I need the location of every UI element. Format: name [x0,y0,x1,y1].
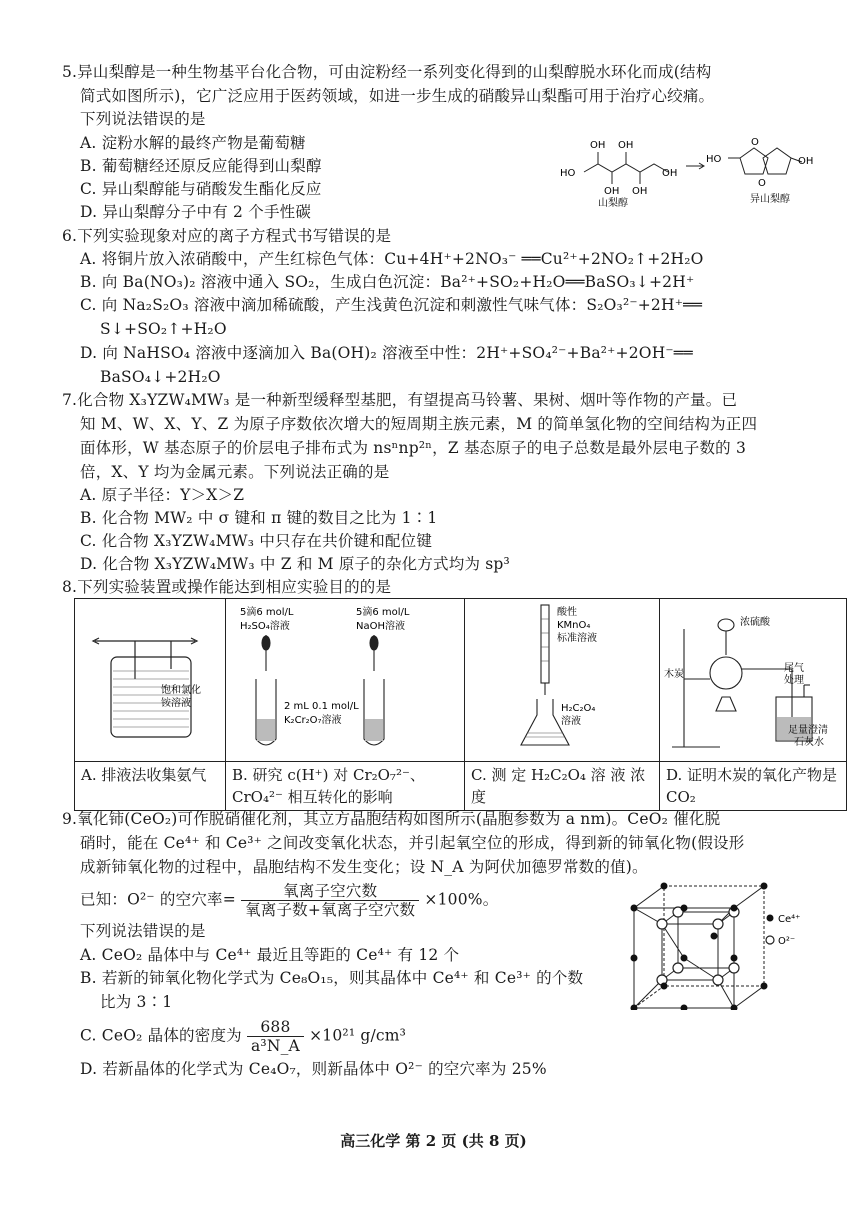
q8-fig-d-lime1: 足量澄清 [788,725,828,736]
q7-option-a: A. 原子半径：Y＞X＞Z [80,486,245,504]
q9-legend-o-marker [766,936,774,944]
q9-known-denominator: 氧离子数+氧离子空穴数 [245,901,416,919]
q8-fig-a-gas-bottle [75,599,225,757]
q9-option-c-suffix: ×10²¹ g/cm³ [309,1026,407,1045]
q8-fig-a-label2: 铵溶液 [161,698,191,709]
q7-option-b: B. 化合物 MW₂ 中 σ 键和 π 键的数目之比为 1∶1 [80,509,438,527]
q8-fig-d-apparatus [660,599,846,757]
q8-fig-b-naoh-2: NaOH溶液 [356,621,405,632]
q6-option-d-line2: BaSO₄↓+2H₂O [100,368,221,386]
q5-fig-sorbitol-label: 山梨醇 [598,198,628,208]
q5-stem-line2: 简式如图所示)，它广泛应用于医药领域，如进一步生成的硝酸异山梨酯可用于治疗心绞痛。 [80,87,715,105]
q6-option-a: A. 将铜片放入浓硝酸中，产生红棕色气体：Cu+4H⁺+2NO₃⁻ ══Cu²⁺+2NO₂↑+2H₂O [80,250,704,268]
page-footer: 高三化学 第 2 页 (共 8 页) [340,1132,527,1150]
q5-fig-oh5: OH [662,168,678,179]
q8-apparatus-table [74,598,847,811]
q9-stem-line3: 成新铈氧化物的过程中，晶胞结构不发生变化；设 N_A 为阿伏加德罗常数的值)。 [80,858,648,876]
q9-option-b-line2: 比为 3∶1 [100,993,173,1011]
q5-structure-figure [558,128,818,208]
q8-stem: 8.下列实验装置或操作能达到相应实验目的的是 [62,578,392,596]
q8-fig-d-tail2: 处理 [784,675,804,686]
q9-known-fraction [241,882,419,919]
q7-option-c: C. 化合物 X₃YZW₄MW₃ 中只存在共价键和配位键 [80,532,433,550]
q8-fig-d-tail1: 尾气 [784,663,804,674]
q7-stem-line1: 7.化合物 X₃YZW₄MW₃ 是一种新型缓释型基肥，有望提高马铃薯、果树、烟叶等作物的产量。已 [62,391,738,409]
q5-stem-line3: 下列说法错误的是 [80,110,206,128]
q6-option-c-line1: C. 向 Na₂S₂O₃ 溶液中滴加稀硫酸，产生浅黄色沉淀和刺激性气味气体：S₂O₃²⁻+2H⁺══ [80,296,703,314]
q9-option-a: A. CeO₂ 晶体中与 Ce⁴⁺ 最近且等距的 Ce⁴⁺ 有 12 个 [80,946,460,964]
q9-crystal-cell-figure [622,880,822,1010]
q5-fig-oh3: OH [618,140,634,151]
q5-fig-oh1: OH [590,140,606,151]
q8-fig-c-titration [465,599,659,757]
q8-fig-c-label2: KMnO₄ [557,620,591,631]
q8-fig-b-test-tubes [226,599,464,757]
q9-legend-ce-marker [767,915,774,922]
q6-stem: 6.下列实验现象对应的离子方程式书写错误的是 [62,227,392,245]
q9-known-suffix: ×100%。 [424,890,499,909]
q5-fig-ho2: HO [706,154,722,165]
q5-fig-o2: O [758,178,766,189]
q9-stem-line4: 下列说法错误的是 [80,922,206,940]
q9-stem-line1: 9.氧化铈(CeO₂)可作脱硝催化剂，其立方晶胞结构如图所示(晶胞参数为 a nm)。CeO₂ 催化脱 [62,810,721,828]
q8-caption-b: B. 研究 c(H⁺) 对 Cr₂O₇²⁻、CrO₄²⁻ 相互转化的影响 [226,762,465,811]
q8-cell-a-figure [75,599,226,762]
q9-option-c-denominator: a³N_A [250,1037,300,1055]
q8-fig-c-label1: 酸性 [557,607,577,618]
q6-option-b: B. 向 Ba(NO₃)₂ 溶液中通入 SO₂，生成白色沉淀：Ba²⁺+SO₂+H₂O══BaSO₃↓+2H⁺ [80,273,695,291]
q8-fig-b-k2cr-2: K₂Cr₂O₇溶液 [284,715,342,726]
q6-option-d-line1: D. 向 NaHSO₄ 溶液中逐滴加入 Ba(OH)₂ 溶液至中性：2H⁺+SO₄²⁻+Ba²⁺+2OH⁻══ [80,344,693,362]
q6-option-c-line2: S↓+SO₂↑+H₂O [100,320,227,338]
q9-option-c-numerator: 688 [247,1018,304,1037]
q8-fig-d-lime2: 石灰水 [794,737,824,748]
q9-option-d: D. 若新晶体的化学式为 Ce₄O₇，则新晶体中 O²⁻ 的空穴率为 25% [80,1060,547,1078]
q8-cell-c-figure [465,599,660,762]
q8-caption-d: D. 证明木炭的氧化产物是 CO₂ [660,762,847,811]
q5-stem-line1: 5.异山梨醇是一种生物基平台化合物，可由淀粉经一系列变化得到的山梨醇脱水环化而成(结构 [62,63,712,81]
q5-option-c: C. 异山梨醇能与硝酸发生酯化反应 [80,180,322,198]
q8-fig-c-label4: H₂C₂O₄ [561,703,596,714]
q8-fig-d-acid: 浓硫酸 [740,617,770,628]
q5-fig-oh2: OH [604,186,620,197]
q9-option-c [80,1018,406,1055]
q7-stem-line4: 倍，X、Y 均为金属元素。下列说法正确的是 [80,463,390,481]
q9-known-prefix: 已知：O²⁻ 的空穴率= [80,890,236,909]
q9-legend-ce: Ce⁴⁺ [778,914,801,925]
q9-stem-line2: 硝时，能在 Ce⁴⁺ 和 Ce³⁺ 之间改变氧化状态，并引起氧空位的形成，得到新的铈氧化物(假设形 [80,834,745,852]
q8-caption-c: C. 测 定 H₂C₂O₄ 溶 液 浓度 [465,762,660,811]
q8-fig-c-label3: 标准溶液 [557,633,597,644]
q7-stem-line3: 面体形，W 基态原子的价层电子排布式为 nsⁿnp²ⁿ，Z 基态原子的电子总数是最外层电子数的 3 [80,439,747,457]
q8-fig-b-h2so4-1: 5滴6 mol/L [240,607,294,618]
q5-option-d: D. 异山梨醇分子中有 2 个手性碳 [80,203,312,221]
q8-cell-d-figure [660,599,847,762]
q8-fig-b-h2so4-2: H₂SO₄溶液 [240,621,290,632]
q7-option-d: D. 化合物 X₃YZW₄MW₃ 中 Z 和 M 原子的杂化方式均为 sp³ [80,555,510,573]
q8-fig-a-label1: 饱和氯化 [161,685,201,696]
q9-known-formula [80,882,498,919]
q5-fig-ho: HO [560,168,576,179]
q5-fig-oh6: OH [798,156,814,167]
q5-fig-o1: O [751,137,759,148]
q8-fig-b-k2cr-1: 2 mL 0.1 mol/L [284,701,359,712]
q8-caption-a: A. 排液法收集氨气 [75,762,226,811]
q9-known-numerator: 氧离子空穴数 [241,882,419,901]
q8-fig-b-naoh-1: 5滴6 mol/L [356,607,410,618]
q8-cell-b-figure [226,599,465,762]
q9-option-c-fraction [247,1018,304,1055]
q5-fig-oh4: OH [632,186,648,197]
q5-option-a: A. 淀粉水解的最终产物是葡萄糖 [80,134,306,152]
q9-legend-o: O²⁻ [778,936,796,947]
q8-fig-c-label5: 溶液 [561,716,581,727]
q5-fig-isosorbide-label: 异山梨醇 [750,194,790,205]
q9-option-c-prefix: C. CeO₂ 晶体的密度为 [80,1026,242,1045]
q5-option-b: B. 葡萄糖经还原反应能得到山梨醇 [80,157,322,175]
q7-stem-line2: 知 M、W、X、Y、Z 为原子序数依次增大的短周期主族元素，M 的简单氢化物的空间结构为正四 [80,415,758,433]
q8-fig-d-carbon: 木炭 [664,669,684,680]
q9-option-b-line1: B. 若新的铈氧化物化学式为 Ce₈O₁₅，则其晶体中 Ce⁴⁺ 和 Ce³⁺ 的个数 [80,969,584,987]
